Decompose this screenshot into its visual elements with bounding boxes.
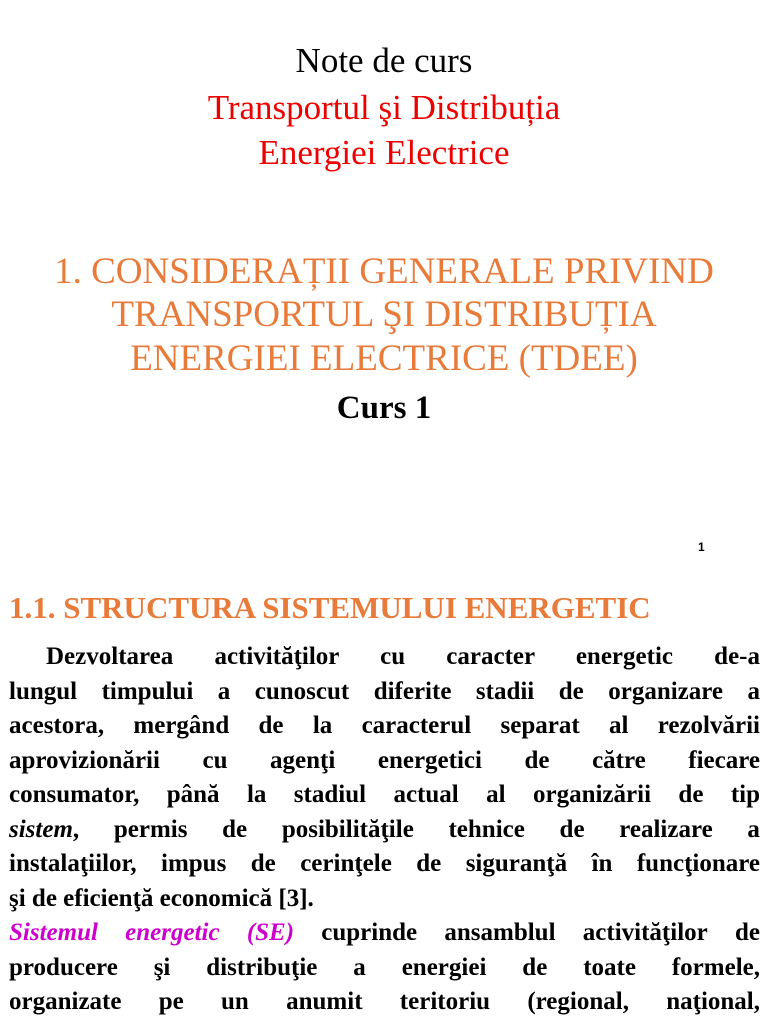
- body-line-rest: de: [222, 815, 248, 843]
- body-line-rest: ,: [72, 815, 80, 843]
- body-line-rest: activităţilor: [582, 919, 708, 946]
- word: [583, 916, 708, 951]
- word: [619, 813, 712, 848]
- word: [282, 813, 414, 848]
- body-line-rest: permis: [113, 815, 188, 843]
- word: [747, 813, 760, 848]
- body-line-rest: cuprinde: [321, 919, 418, 946]
- word: [560, 813, 585, 848]
- chapter-title-line1: 1. CONSIDERAȚII GENERALE PRIVIND: [54, 251, 714, 292]
- title-course-name-line2: Energiei Electrice: [258, 133, 510, 172]
- word: [9, 813, 79, 848]
- body-line-mixed: [9, 916, 760, 951]
- body-line: acestora, mergând de la caracterul separat al rezolvării: [9, 712, 760, 739]
- body-line-rest: ansamblul: [444, 919, 556, 946]
- body-line: aprovizionării cu agenţi energetici de către fiecare: [9, 746, 760, 774]
- body-line-rest: de: [559, 815, 585, 843]
- body-line: Dezvoltarea activităţilor cu caracter energetic de-a: [46, 643, 760, 670]
- body-line: consumator, până la stadiul actual al organizării de tip: [9, 781, 760, 808]
- title-note: Note de curs: [295, 41, 473, 80]
- body-paragraph: [9, 640, 760, 1020]
- body-line: organizate pe un anumit teritoriu (regional, naţional,: [9, 988, 760, 1015]
- word: [448, 813, 524, 848]
- page-number: 1: [698, 540, 705, 554]
- term-sistemul-energetic: (SE): [246, 919, 295, 946]
- title-course-name-line1: Transportul şi Distribuția: [207, 88, 561, 127]
- word: [735, 916, 760, 951]
- body-line: producere şi distribuţie a energiei de toate formele,: [9, 953, 760, 981]
- body-line-rest: tehnice: [448, 815, 525, 843]
- body-line-rest: a: [747, 815, 760, 843]
- term-sistem: sistem: [9, 815, 73, 843]
- body-line: şi de eficienţă economică [3].: [9, 884, 314, 912]
- chapter-title-line3: ENERGIEI ELECTRICE (TDEE): [130, 338, 638, 379]
- body-line-rest: de: [734, 919, 760, 946]
- word: [247, 916, 294, 951]
- content-slide: [0, 568, 768, 1024]
- body-line: lungul timpului a cunoscut diferite stadii de organizare a: [9, 677, 760, 705]
- word: [114, 813, 188, 848]
- body-line-mixed: [9, 813, 760, 848]
- body-line: instalaţiilor, impus de cerinţele de siguranţă în funcţionare: [9, 850, 760, 877]
- word: [321, 916, 417, 951]
- term-sistemul-energetic: Sistemul: [9, 919, 98, 946]
- body-line-rest: realizare: [619, 815, 713, 843]
- word: [125, 916, 219, 951]
- word: [444, 916, 555, 951]
- body-line-rest: posibilităţile: [281, 815, 414, 843]
- term-sistemul-energetic: energetic: [125, 919, 220, 946]
- word: [9, 916, 98, 951]
- course-number: Curs 1: [336, 390, 432, 426]
- section-heading: 1.1. STRUCTURA SISTEMULUI ENERGETIC: [9, 590, 651, 625]
- chapter-title-line2: TRANSPORTUL ŞI DISTRIBUȚIA: [111, 294, 657, 335]
- word: [222, 813, 247, 848]
